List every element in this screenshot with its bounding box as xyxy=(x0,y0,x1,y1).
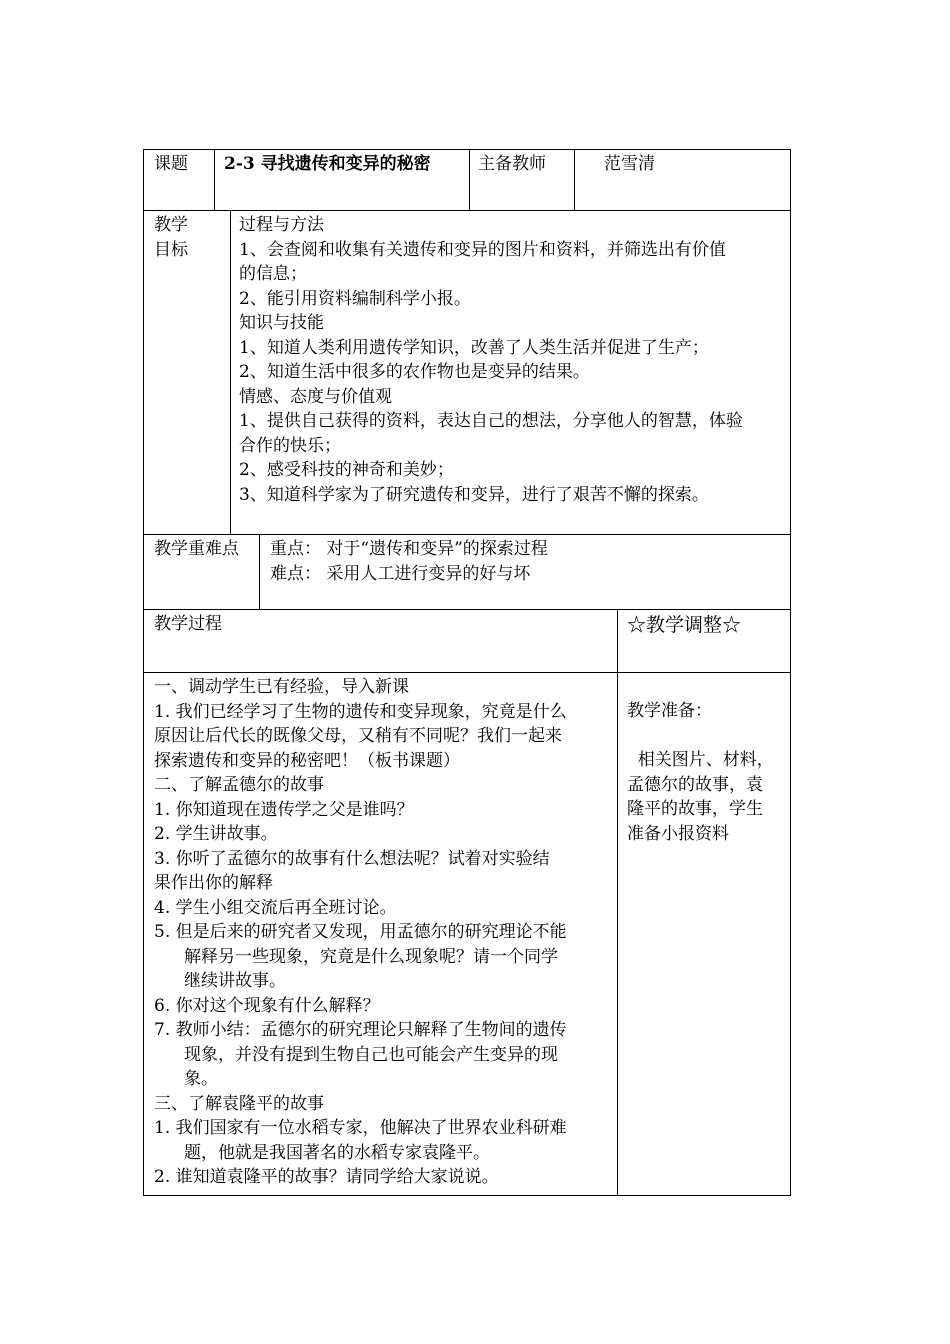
process-line: 一、调动学生已有经验，导入新课 xyxy=(154,677,409,697)
process-line: 二、了解孟德尔的故事 xyxy=(154,775,324,795)
goal-line: 2、知道生活中很多的农作物也是变异的结果。 xyxy=(239,362,590,382)
process-line: 题，他就是我国著名的水稻专家袁隆平。 xyxy=(184,1142,490,1163)
goal-line: 2、感受科技的神奇和美妙； xyxy=(239,460,454,480)
process-label: 教学过程 xyxy=(154,614,222,634)
process-line: 1. 我们国家有一位水稻专家，他解决了世界农业科研难 xyxy=(154,1118,567,1138)
goals-label-line1: 教学 xyxy=(154,215,188,235)
table-border-right xyxy=(790,149,791,1196)
table-row-divider xyxy=(143,210,791,211)
table-row-divider xyxy=(143,534,791,535)
goal-line: 1、知道人类利用遗传学知识，改善了人类生活并促进了生产； xyxy=(239,337,709,358)
difficult-point: 难点： 采用人工进行变异的好与坏 xyxy=(270,564,531,584)
process-line: 象。 xyxy=(184,1069,218,1089)
table-col-divider xyxy=(617,609,618,1196)
prep-line: 孟德尔的故事，袁 xyxy=(627,774,763,795)
process-line: 2. 谁知道袁隆平的故事？请同学给大家说说。 xyxy=(154,1167,499,1187)
table-col-divider xyxy=(574,149,575,211)
prep-line: 隆平的故事，学生 xyxy=(627,799,763,819)
prep-line: 准备小报资料 xyxy=(627,823,729,844)
goal-line: 过程与方法 xyxy=(239,215,324,235)
goal-line: 1、会查阅和收集有关遗传和变异的图片和资料，并筛选出有价值 xyxy=(239,239,726,260)
teacher-value: 范雪清 xyxy=(604,154,655,174)
process-line: 1. 我们已经学习了生物的遗传和变异现象，究竟是什么 xyxy=(154,701,567,722)
process-line: 果作出你的解释 xyxy=(154,873,273,893)
process-line: 1. 你知道现在遗传学之父是谁吗？ xyxy=(154,799,414,820)
process-line: 解释另一些现象，究竟是什么现象呢？请一个同学 xyxy=(184,946,558,967)
table-border-top xyxy=(143,149,791,150)
process-line: 原因让后代长的既像父母，又稍有不同呢？我们一起来 xyxy=(154,726,562,746)
goal-line: 1、提供自己获得的资料，表达自己的想法，分享他人的智慧，体验 xyxy=(239,411,743,431)
process-content xyxy=(154,675,567,1190)
goal-line: 2、能引用资料编制科学小报。 xyxy=(239,288,471,309)
process-line: 继续讲故事。 xyxy=(184,971,286,991)
table-col-divider xyxy=(469,149,470,211)
process-line: 6. 你对这个现象有什么解释？ xyxy=(154,995,380,1016)
table-border-bottom xyxy=(143,1195,791,1196)
table-border-left xyxy=(143,149,144,1196)
goal-line: 情感、态度与价值观 xyxy=(239,386,392,407)
teacher-label: 主备教师 xyxy=(478,154,546,174)
adjust-label: ☆教学调整☆ xyxy=(627,614,742,636)
goals-label-line2: 目标 xyxy=(154,240,188,260)
process-line: 3. 你听了孟德尔的故事有什么想法呢？试着对实验结 xyxy=(154,848,550,869)
process-line: 三、了解袁隆平的故事 xyxy=(154,1093,324,1114)
process-line: 7. 教师小结：孟德尔的研究理论只解释了生物间的遗传 xyxy=(154,1020,567,1040)
process-line: 现象，并没有提到生物自己也可能会产生变异的现 xyxy=(184,1044,558,1065)
goals-content xyxy=(239,213,743,507)
goal-line: 的信息； xyxy=(239,264,307,284)
prep-label: 教学准备： xyxy=(627,701,712,721)
topic-label: 课题 xyxy=(154,154,188,174)
goal-line: 3、知道科学家为了研究遗传和变异，进行了艰苦不懈的探索。 xyxy=(239,484,709,505)
process-line: 探索遗传和变异的秘密吧！（板书课题） xyxy=(154,750,460,771)
key-point: 重点： 对于“遗传和变异”的探索过程 xyxy=(270,539,548,559)
table-col-divider xyxy=(259,534,260,610)
process-line: 4. 学生小组交流后再全班讨论。 xyxy=(154,897,397,918)
prep-content xyxy=(627,748,774,846)
table-row-divider xyxy=(143,672,791,673)
table-col-divider xyxy=(214,149,215,211)
process-line: 2. 学生讲故事。 xyxy=(154,824,278,844)
table-col-divider xyxy=(230,210,231,535)
prep-line: 相关图片、材料， xyxy=(627,750,774,770)
process-line: 5. 但是后来的研究者又发现，用孟德尔的研究理论不能 xyxy=(154,922,567,942)
table-row-divider xyxy=(143,609,791,610)
goal-line: 合作的快乐； xyxy=(239,435,341,456)
topic-value: 2-3 寻找遗传和变异的秘密 xyxy=(224,154,431,174)
key-points-label: 教学重难点 xyxy=(154,539,239,559)
goal-line: 知识与技能 xyxy=(239,313,324,333)
